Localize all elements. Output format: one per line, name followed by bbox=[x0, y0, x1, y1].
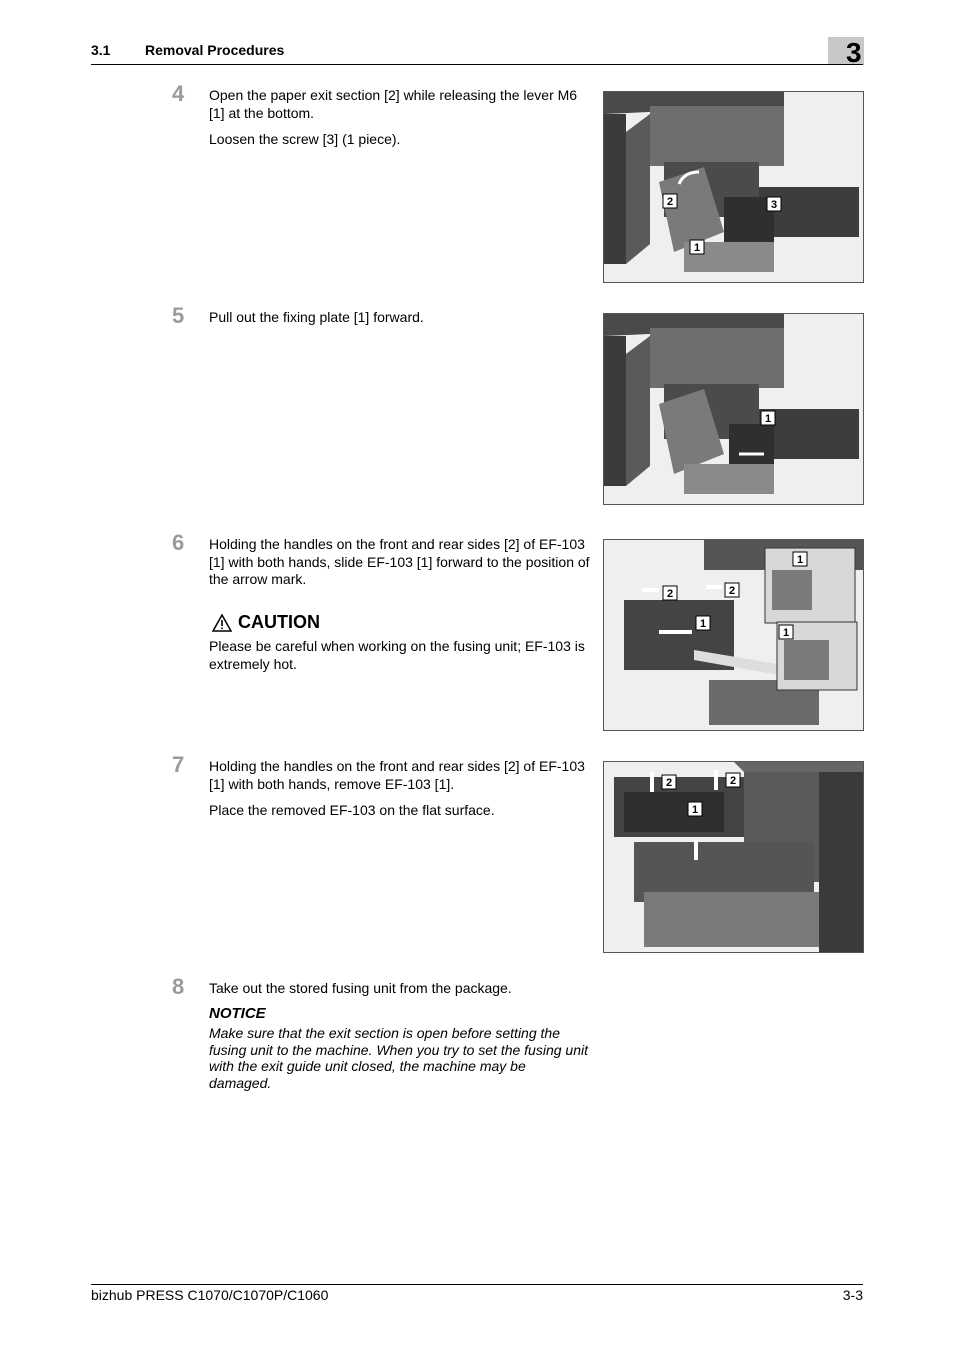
step-text: Holding the handles on the front and rear sides [2] of EF-103 [1] with both hands, slide EF-103 [1] forward to the position of the arrow mark. bbox=[209, 536, 590, 587]
notice-text: Make sure that the exit section is open before setting the fusing unit to the machine. When you try to set the fusing unit with the exit guide unit closed, the machine may be damaged. bbox=[209, 1025, 588, 1091]
notice-heading: NOTICE bbox=[209, 1005, 266, 1022]
callout-text: 1 bbox=[699, 618, 707, 630]
step-number: 8 bbox=[172, 974, 185, 999]
callout-text: 3 bbox=[770, 199, 778, 211]
callout-text: 2 bbox=[666, 588, 674, 600]
callout-label bbox=[696, 616, 710, 630]
step-text: Loosen the screw [3] (1 piece). bbox=[209, 131, 401, 147]
callout-label bbox=[793, 552, 807, 566]
callout-label bbox=[726, 773, 740, 787]
callout-text: 1 bbox=[764, 413, 772, 425]
callout-label bbox=[779, 625, 793, 639]
caution-text: Please be careful when working on the fusing unit; EF-103 is extremely hot. bbox=[209, 638, 585, 672]
step-text: Holding the handles on the front and rear sides [2] of EF-103 [1] with both hands, remove EF-103 [1]. bbox=[209, 758, 585, 792]
callout-text: 1 bbox=[782, 627, 790, 639]
caution-heading bbox=[212, 612, 320, 633]
callout-label bbox=[767, 197, 781, 211]
step-text: Open the paper exit section [2] while releasing the lever M6 [1] at the bottom. bbox=[209, 87, 578, 121]
callout-text: 2 bbox=[728, 585, 736, 597]
step-text: Take out the stored fusing unit from the package. bbox=[209, 980, 512, 996]
step-number: 4 bbox=[172, 81, 185, 106]
step-text: Place the removed EF-103 on the flat surface. bbox=[209, 802, 495, 818]
callout-label bbox=[690, 240, 704, 254]
step-6-illustration bbox=[603, 539, 864, 731]
footer-rule bbox=[91, 1284, 863, 1285]
callout-text: 2 bbox=[666, 196, 674, 208]
callout-label bbox=[663, 586, 677, 600]
warning-triangle-icon bbox=[212, 614, 232, 632]
callout-text: 1 bbox=[693, 242, 701, 254]
caution-title: CAUTION bbox=[238, 612, 320, 632]
step-number: 6 bbox=[172, 530, 185, 555]
callout-text: 2 bbox=[729, 775, 737, 787]
step-number: 7 bbox=[172, 752, 185, 777]
step-4-illustration bbox=[603, 91, 864, 283]
step-text: Pull out the fixing plate [1] forward. bbox=[209, 309, 424, 325]
step-5-illustration bbox=[603, 313, 864, 505]
callout-text: 1 bbox=[796, 554, 804, 566]
callout-text: 2 bbox=[665, 777, 673, 789]
section-number: 3.1 bbox=[91, 42, 111, 58]
step-7-illustration bbox=[603, 761, 864, 953]
callout-label bbox=[662, 775, 676, 789]
callout-text: 1 bbox=[691, 804, 699, 816]
page-number: 3-3 bbox=[842, 1287, 863, 1303]
callout-label bbox=[688, 802, 702, 816]
section-title: Removal Procedures bbox=[145, 42, 285, 58]
callout-label bbox=[761, 411, 775, 425]
chapter-number: 3 bbox=[846, 37, 862, 68]
header-rule bbox=[91, 64, 863, 65]
callout-label bbox=[725, 583, 739, 597]
callout-label bbox=[663, 194, 677, 208]
footer-product: bizhub PRESS C1070/C1070P/C1060 bbox=[91, 1287, 329, 1303]
step-number: 5 bbox=[172, 303, 185, 328]
